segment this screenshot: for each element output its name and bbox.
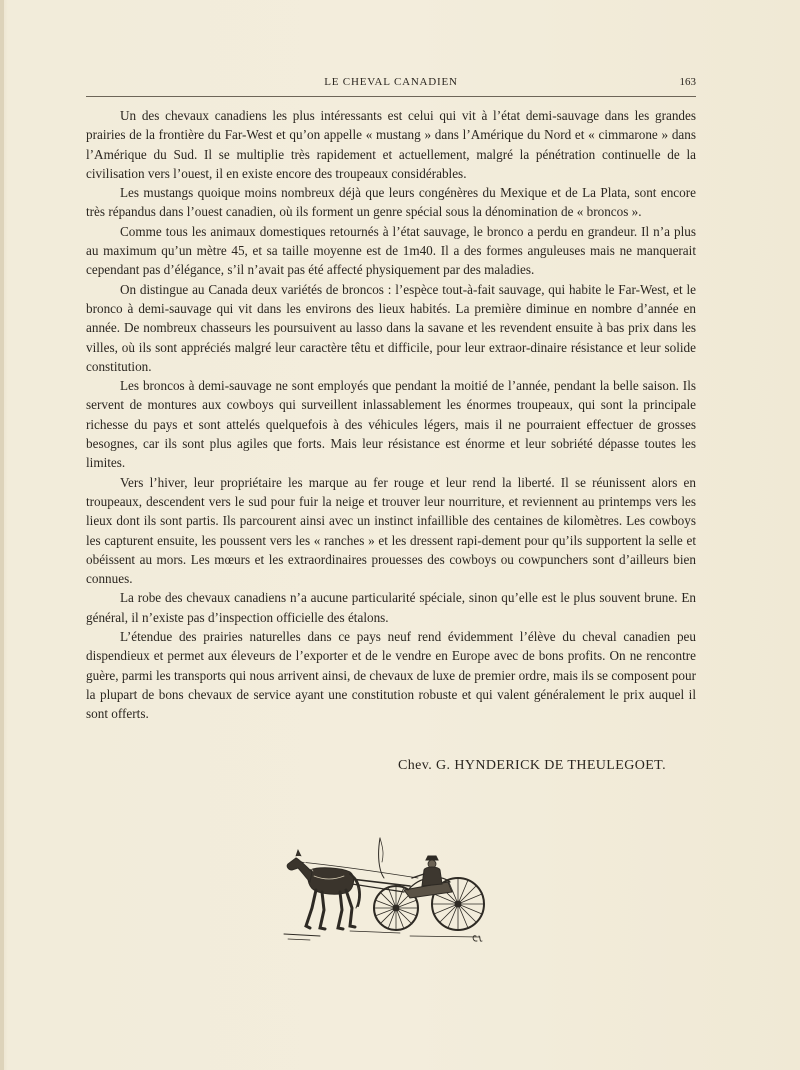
page-number: 163 [679,76,696,88]
paragraph: La robe des chevaux canadiens n’a aucune particularité spéciale, sinon qu’elle est le plus souvent brune. En général, il n’existe pas d’inspection officielle des étalons. [86,590,696,625]
article-body [86,106,696,724]
paragraph: Vers l’hiver, leur propriétaire les marque au fer rouge et leur rend la liberté. Il se réunissent alors en troupeaux, descendent vers le sud pour fuir la neige et trouver leur nourriture, et reviennent au printemps vers les lieux dont ils sont partis. Ils parcourent ainsi avec un instinct infaillible des centaines de kilomètres. Les cowboys les capturent ensuite, les poussent vers les « ranches » et les dressent rapi-dement pour qu’ils supportent la selle et obéissent au mors. Les mœurs et les extraordinaires prouesses des cowboys ou cowpunchers sont d’ailleurs bien connues. [86,474,696,587]
paragraph: Les mustangs quoique moins nombreux déjà que leurs congénères du Mexique et de La Plata, sont encore très répandus dans l’ouest canadien, où ils forment un genre spécial sous la dénomination de « broncos ». [86,185,696,220]
horse-and-buggy-icon [280,836,500,948]
header-rule [86,96,696,97]
vignette-drawing [280,836,500,948]
paragraph: On distingue au Canada deux variétés de broncos : l’espèce tout-à-fait sauvage, qui habite le Far-West, et le bronco à demi-sauvage qui vit dans les environs des lieux habités. La première diminue en nombre d’année en année. De nombreux chasseurs les poursuivent au lasso dans la savane et les revendent ensuite à bas prix dans les villes, où ils sont appréciés malgré leur caractère têtu et difficile, pour leur extraor-dinaire résistance et leur solide constitution. [86,281,696,374]
paragraph: Comme tous les animaux domestiques retournés à l’état sauvage, le bronco a perdu en grandeur. Il n’a plus au maximum qu’un mètre 45, et sa taille moyenne est de 1m40. Il a des formes anguleuses mais ne manquerait cependant pas d’élégance, s’il n’avait pas été affecté physiquement par des maladies. [86,223,696,278]
page-header [86,76,696,96]
paragraph: Un des chevaux canadiens les plus intéressants est celui qui vit à l’état demi-sauvage dans les grandes prairies de la frontière du Far-West et qu’on appelle « mustang » dans l’Amérique du Nord et « cimmarone » dans l’Amérique du Sud. Il se multiplie très rapidement et actuellement, malgré la pénétration continuelle de la civilisation vers l’ouest, il en existe encore des troupeaux considérables. [86,108,696,181]
page-edge [0,0,4,1070]
running-title: LE CHEVAL CANADIEN [324,76,458,88]
paragraph: Les broncos à demi-sauvage ne sont employés que pendant la moitié de l’année, pendant la belle saison. Ils servent de montures aux cowboys qui surveillent inlassablement les énormes troupeaux, qui sont la principale richesse du pays et sont attelés quelquefois à des véhicules légers, mais il ne pourraient effectuer de grosses besognes, car ils sont plus agiles que forts. Mais leur résistance est énorme et leur sobriété dépasse toutes les limites. [86,378,696,471]
author-signature: Chev. G. HYNDERICK DE THEULEGOET. [397,758,666,773]
paragraph: L’étendue des prairies naturelles dans ce pays neuf rend évidemment l’élève du cheval canadien peu dispendieux et permet aux éleveurs de l’exporter et de le vendre en Europe avec de bons profits. On ne rencontre guère, parmi les transports qui nous arrivent ainsi, de chevaux de luxe de premier ordre, mais ils se composent pour la plupart de bons chevaux de service ayant une constitution robuste et qui valent généralement le prix auquel il sont offerts. [86,629,696,722]
